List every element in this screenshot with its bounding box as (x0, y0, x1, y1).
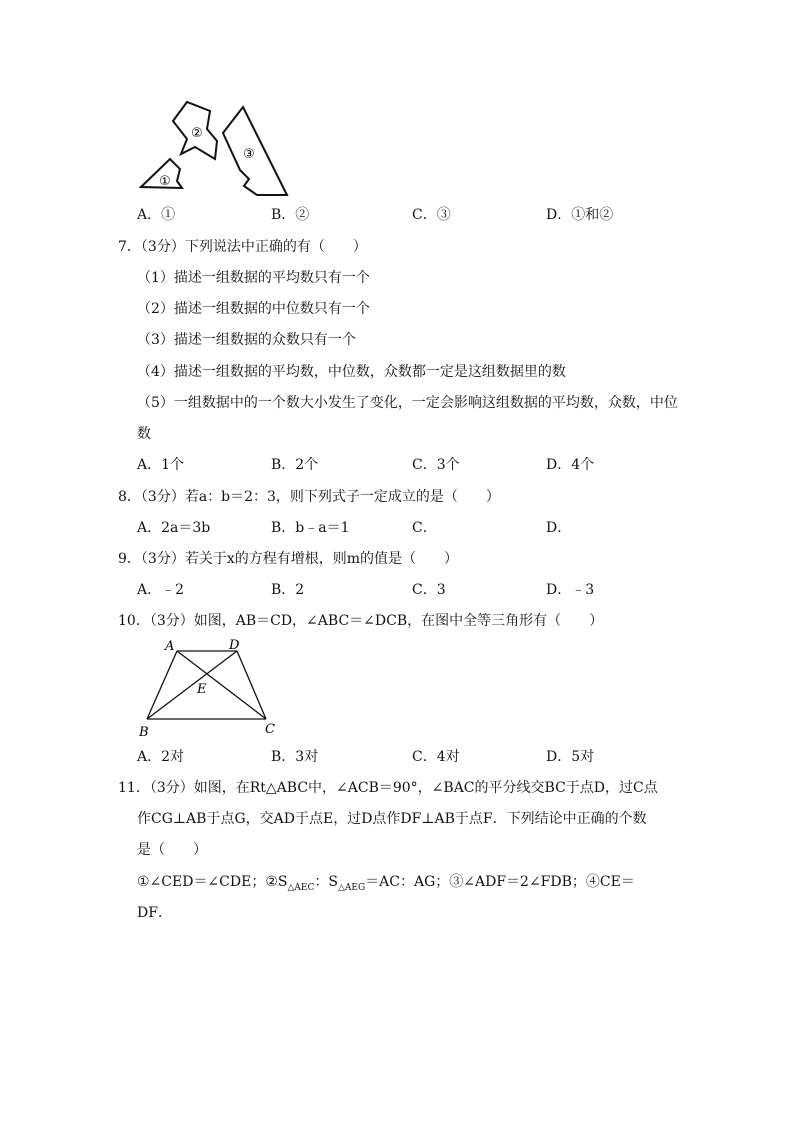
q10-stem: 10．（3分）如图，AB＝CD，∠ABC＝∠DCB，在图中全等三角形有（ ） (118, 613, 604, 629)
segment-ac (177, 651, 266, 719)
q7-option-a: A．1个 (137, 457, 185, 473)
q7-option-b: B．2个 (271, 457, 319, 473)
point-label-d: D (229, 638, 240, 653)
q9-option-c: C．3 (412, 582, 446, 598)
q7-stem: 7．（3分）下列说法中正确的有（ ） (118, 239, 367, 255)
q6-figure (135, 95, 295, 200)
q7-item-5: （5）一组数据中的一个数大小发生了变化，一定会影响这组数据的平均数，众数，中位 (137, 395, 678, 411)
q10-option-d: D．5对 (546, 749, 595, 765)
shape-3-label: ③ (243, 147, 255, 162)
point-label-c: C (265, 722, 275, 737)
q11-line-1: 11．（3分）如图，在Rt△ABC中，∠ACB＝90°，∠BAC的平分线交BC于点D，过C点 (118, 780, 658, 796)
q11-line-4-part-a: ①∠CED＝∠CDE；②S (137, 874, 288, 890)
q8-option-c: C． (412, 520, 437, 536)
q6-option-d: D．①和② (546, 207, 614, 223)
q9-option-a: A．﹣2 (137, 582, 185, 598)
q8-option-d: D． (546, 520, 572, 536)
q11-sub-aec: △AEC (287, 882, 315, 893)
shape-1-label: ① (159, 174, 171, 189)
q9-option-d: D．﹣3 (546, 582, 595, 598)
q7-option-c: C．3个 (412, 457, 460, 473)
q7-item-4: （4）描述一组数据的平均数，中位数，众数都一定是这组数据里的数 (137, 364, 566, 380)
q11-line-2: 作CG⊥AB于点G，交AD于点E，过D点作DF⊥AB于点F．下列结论中正确的个数 (137, 811, 647, 827)
q7-option-d: D．4个 (546, 457, 595, 473)
q10-figure (135, 636, 285, 740)
segment-ab (147, 651, 177, 719)
q6-option-c: C．③ (412, 207, 451, 223)
q11-line-4 (137, 875, 635, 893)
q10-option-c: C．4对 (412, 749, 460, 765)
q9-stem: 9．（3分）若关于x的方程有增根，则m的值是（ ） (118, 551, 458, 567)
q7-item-2: （2）描述一组数据的中位数只有一个 (137, 301, 370, 317)
q6-option-a: A．① (137, 207, 176, 223)
shape-2-label: ② (191, 126, 203, 141)
point-label-a: A (165, 639, 175, 654)
q8-stem: 8．（3分）若a：b＝2：3，则下列式子一定成立的是（ ） (118, 489, 500, 505)
q10-option-b: B．3对 (271, 749, 319, 765)
q7-item-3: （3）描述一组数据的众数只有一个 (137, 332, 356, 348)
segment-db (147, 651, 237, 719)
q9-option-b: B．2 (271, 582, 305, 598)
q8-option-b: B．b﹣a＝1 (271, 520, 350, 536)
q11-line-4-part-b: ：S (314, 874, 338, 890)
q11-line-4-part-c: ＝AC：AG；③∠ADF＝2∠FDB；④CE＝ (365, 874, 635, 890)
q6-option-b: B．② (271, 207, 310, 223)
q7-item-5-cont: 数 (137, 426, 151, 442)
q11-sub-aeg: △AEG (337, 882, 366, 893)
shape-3 (223, 107, 287, 195)
q11-line-3: 是（ ） (137, 842, 207, 858)
q8-option-a: A．2a＝3b (137, 520, 211, 536)
segment-dc (237, 651, 266, 719)
q10-option-a: A．2对 (137, 749, 185, 765)
point-label-b: B (139, 725, 149, 740)
q11-line-5: DF． (137, 905, 172, 921)
q7-item-1: （1）描述一组数据的平均数只有一个 (137, 270, 370, 286)
point-label-e: E (197, 682, 207, 697)
